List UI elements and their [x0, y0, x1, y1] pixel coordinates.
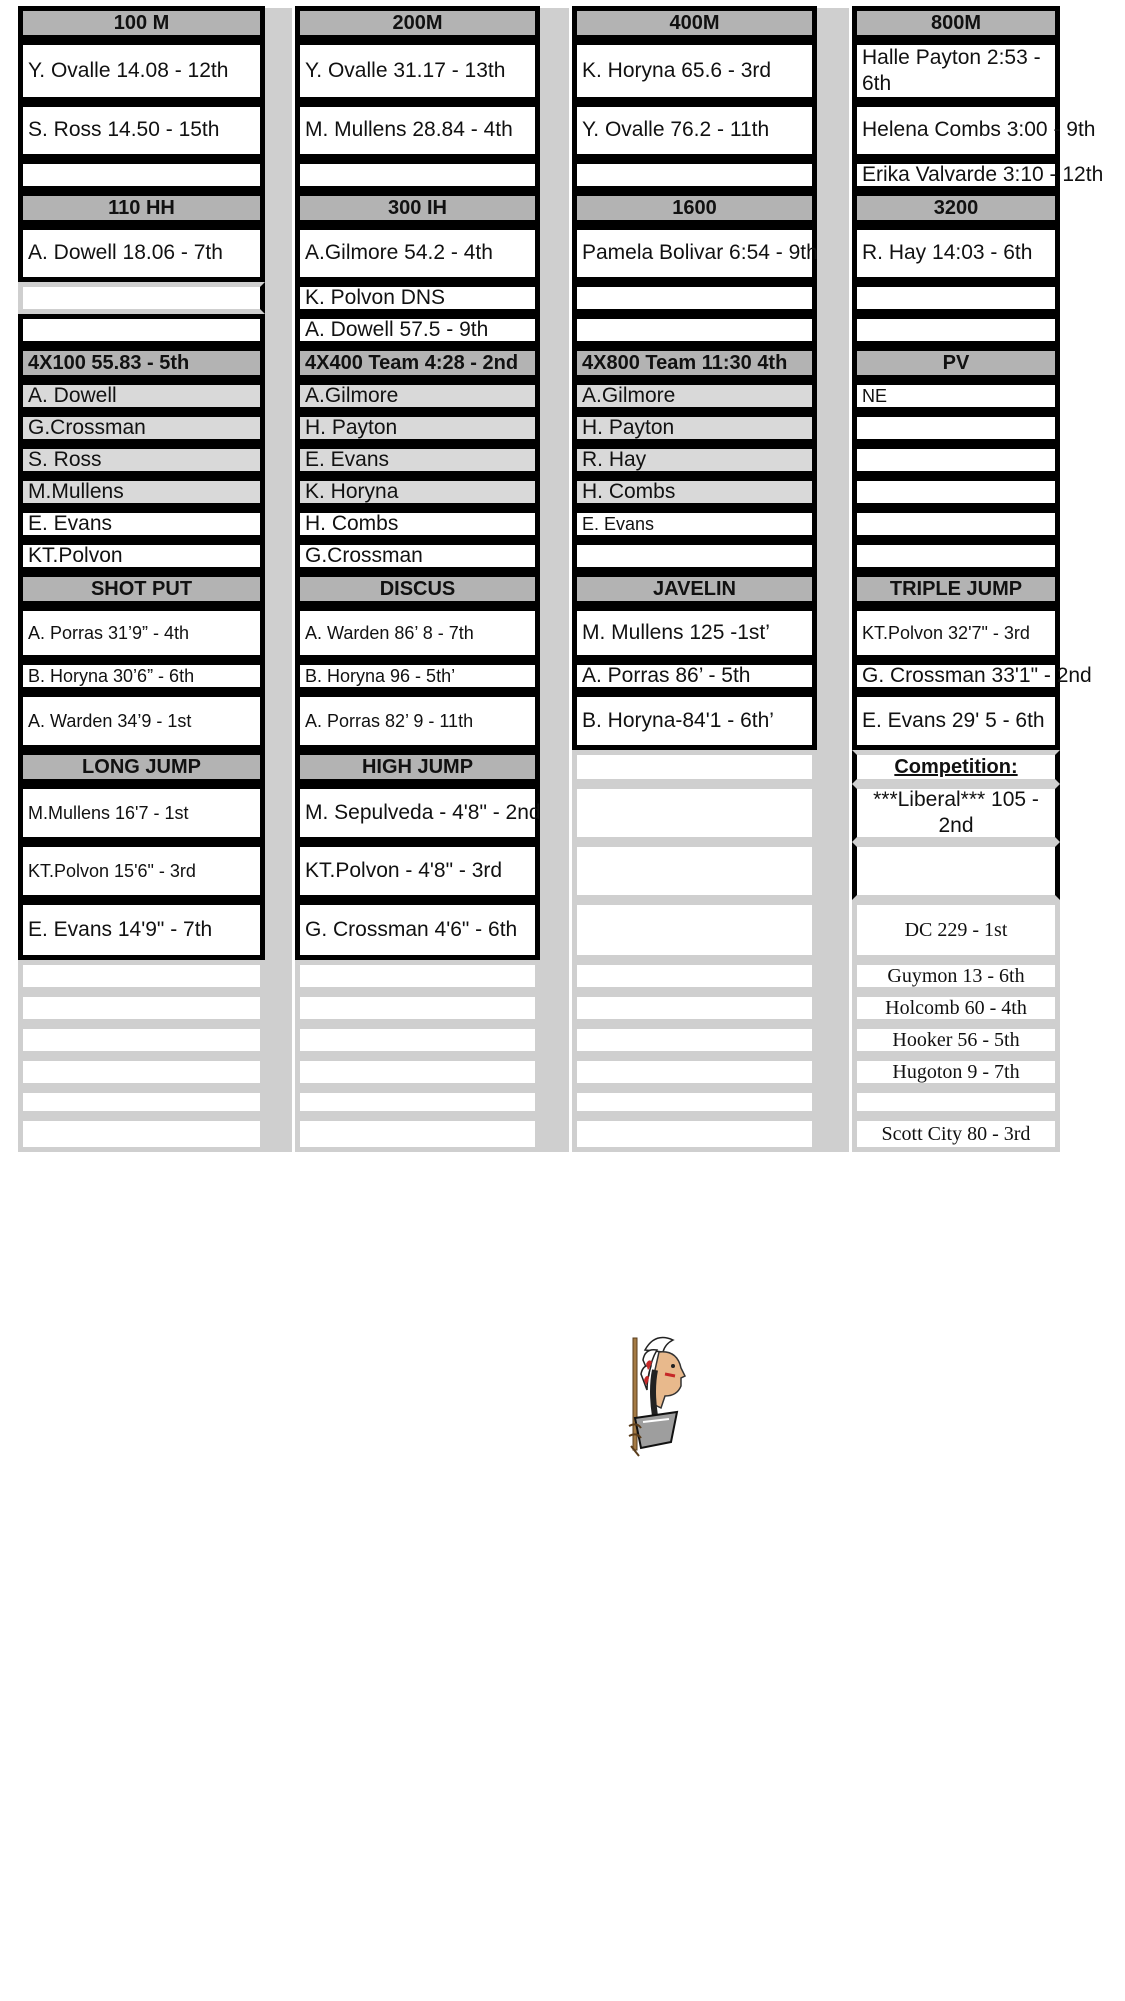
empty-cell — [852, 314, 1060, 346]
result-discus-2: B. Horyna 96 - 5th’ — [295, 660, 540, 692]
result-high-jump-3: G. Crossman 4'6" - 6th — [295, 900, 540, 960]
result-300ih-1: A.Gilmore 54.2 - 4th — [295, 225, 540, 282]
empty-cell — [295, 1116, 540, 1152]
relay-4x800-member: E. Evans — [572, 508, 817, 540]
relay-4x100-member: S. Ross — [18, 444, 265, 476]
empty-cell — [572, 1024, 817, 1056]
empty-cell — [18, 1024, 265, 1056]
empty-cell — [572, 842, 817, 900]
empty-cell — [18, 1116, 265, 1152]
event-400m-header: 400M — [572, 6, 817, 40]
event-high-jump-header: HIGH JUMP — [295, 750, 540, 784]
competition-team: Hugoton 9 - 7th — [852, 1056, 1060, 1088]
empty-cell — [572, 960, 817, 992]
relay-4x100-member: M.Mullens — [18, 476, 265, 508]
empty-cell — [852, 540, 1060, 572]
result-1600-1: Pamela Bolivar 6:54 - 9th — [572, 225, 817, 282]
empty-cell — [572, 750, 817, 784]
competition-team: DC 229 - 1st — [852, 900, 1060, 960]
empty-cell — [18, 1088, 265, 1116]
empty-cell — [572, 1116, 817, 1152]
empty-cell — [572, 159, 817, 191]
empty-cell — [18, 159, 265, 191]
result-long-jump-1: M.Mullens 16'7 - 1st — [18, 784, 265, 842]
competition-team: Holcomb 60 - 4th — [852, 992, 1060, 1024]
empty-cell — [572, 314, 817, 346]
relay-4x400-member: H. Combs — [295, 508, 540, 540]
event-long-jump-header: LONG JUMP — [18, 750, 265, 784]
empty-cell — [852, 444, 1060, 476]
relay-4x400-member: K. Horyna — [295, 476, 540, 508]
result-triple-jump-1: KT.Polvon 32'7" - 3rd — [852, 606, 1060, 660]
event-300ih-header: 300 IH — [295, 191, 540, 225]
relay-4x800-header: 4X800 Team 11:30 4th — [572, 346, 817, 380]
empty-cell — [295, 960, 540, 992]
result-300ih-2: K. Polvon DNS — [295, 282, 540, 314]
empty-cell — [572, 1056, 817, 1088]
result-high-jump-1: M. Sepulveda - 4'8" - 2nd — [295, 784, 540, 842]
event-800m-header: 800M — [852, 6, 1060, 40]
result-shot-put-2: B. Horyna 30’6” - 6th — [18, 660, 265, 692]
result-javelin-1: M. Mullens 125 -1st’ — [572, 606, 817, 660]
result-200m-1: Y. Ovalle 31.17 - 13th — [295, 40, 540, 102]
relay-4x400-member: E. Evans — [295, 444, 540, 476]
result-discus-3: A. Porras 82’ 9 - 11th — [295, 692, 540, 750]
result-long-jump-3: E. Evans 14'9" - 7th — [18, 900, 265, 960]
empty-cell — [852, 508, 1060, 540]
result-110hh-1: A. Dowell 18.06 - 7th — [18, 225, 265, 282]
gutter — [814, 8, 849, 1152]
result-200m-2: M. Mullens 28.84 - 4th — [295, 102, 540, 159]
relay-4x100-member: A. Dowell — [18, 380, 265, 412]
relay-4x100-member: G.Crossman — [18, 412, 265, 444]
event-100m-header: 100 M — [18, 6, 265, 40]
result-triple-jump-3: E. Evans 29' 5 - 6th — [852, 692, 1060, 750]
result-triple-jump-2: G. Crossman 33'1" - 2nd — [852, 660, 1060, 692]
result-300ih-3: A. Dowell 57.5 - 9th — [295, 314, 540, 346]
event-javelin-header: JAVELIN — [572, 572, 817, 606]
event-triple-jump-header: TRIPLE JUMP — [852, 572, 1060, 606]
empty-cell — [572, 900, 817, 960]
result-100m-2: S. Ross 14.50 - 15th — [18, 102, 265, 159]
gutter — [537, 8, 569, 1152]
result-shot-put-1: A. Porras 31’9” - 4th — [18, 606, 265, 660]
relay-4x800-member: R. Hay — [572, 444, 817, 476]
result-shot-put-3: A. Warden 34’9 - 1st — [18, 692, 265, 750]
empty-cell — [852, 476, 1060, 508]
empty-cell — [295, 1056, 540, 1088]
result-800m-2: Helena Combs 3:00 - 9th — [852, 102, 1060, 159]
relay-4x400-member: A.Gilmore — [295, 380, 540, 412]
result-800m-1: Halle Payton 2:53 - 6th — [852, 40, 1060, 102]
empty-cell — [295, 992, 540, 1024]
result-javelin-2: A. Porras 86’ - 5th — [572, 660, 817, 692]
result-400m-1: K. Horyna 65.6 - 3rd — [572, 40, 817, 102]
empty-cell — [18, 992, 265, 1024]
empty-cell — [295, 1088, 540, 1116]
relay-4x400-member: G.Crossman — [295, 540, 540, 572]
result-high-jump-2: KT.Polvon - 4'8" - 3rd — [295, 842, 540, 900]
relay-4x800-member: A.Gilmore — [572, 380, 817, 412]
event-200m-header: 200M — [295, 6, 540, 40]
event-discus-header: DISCUS — [295, 572, 540, 606]
event-110hh-header: 110 HH — [18, 191, 265, 225]
event-shot-put-header: SHOT PUT — [18, 572, 265, 606]
event-3200-header: 3200 — [852, 191, 1060, 225]
event-1600-header: 1600 — [572, 191, 817, 225]
result-javelin-3: B. Horyna-84'1 - 6th’ — [572, 692, 817, 750]
result-400m-2: Y. Ovalle 76.2 - 11th — [572, 102, 817, 159]
result-3200-1: R. Hay 14:03 - 6th — [852, 225, 1060, 282]
relay-4x100-member: KT.Polvon — [18, 540, 265, 572]
empty-cell — [852, 282, 1060, 314]
empty-cell — [295, 1024, 540, 1056]
result-800m-3: Erika Valvarde 3:10 - 12th — [852, 159, 1060, 191]
empty-cell — [852, 842, 1060, 900]
empty-cell — [572, 992, 817, 1024]
empty-cell — [18, 960, 265, 992]
competition-title: Competition: — [852, 750, 1060, 784]
relay-4x400-member: H. Payton — [295, 412, 540, 444]
result-long-jump-2: KT.Polvon 15'6" - 3rd — [18, 842, 265, 900]
empty-cell — [572, 1088, 817, 1116]
result-100m-1: Y. Ovalle 14.08 - 12th — [18, 40, 265, 102]
empty-cell — [18, 314, 265, 346]
competition-team: Guymon 13 - 6th — [852, 960, 1060, 992]
gutter — [262, 8, 292, 1152]
event-pv-header: PV — [852, 346, 1060, 380]
competition-team: Hooker 56 - 5th — [852, 1024, 1060, 1056]
competition-team — [852, 1088, 1060, 1116]
result-pv-1: NE — [852, 380, 1060, 412]
empty-cell — [572, 540, 817, 572]
empty-cell — [572, 784, 817, 842]
relay-4x100-header: 4X100 55.83 - 5th — [18, 346, 265, 380]
competition-liberal: ***Liberal*** 105 - 2nd — [852, 784, 1060, 842]
indian-chief-head-icon — [615, 1330, 695, 1460]
relay-4x800-member: H. Combs — [572, 476, 817, 508]
relay-4x100-member: E. Evans — [18, 508, 265, 540]
empty-cell — [18, 282, 265, 314]
competition-team: Scott City 80 - 3rd — [852, 1116, 1060, 1152]
empty-cell — [295, 159, 540, 191]
relay-4x800-member: H. Payton — [572, 412, 817, 444]
empty-cell — [852, 412, 1060, 444]
result-discus-1: A. Warden 86’ 8 - 7th — [295, 606, 540, 660]
relay-4x400-header: 4X400 Team 4:28 - 2nd — [295, 346, 540, 380]
empty-cell — [572, 282, 817, 314]
empty-cell — [18, 1056, 265, 1088]
